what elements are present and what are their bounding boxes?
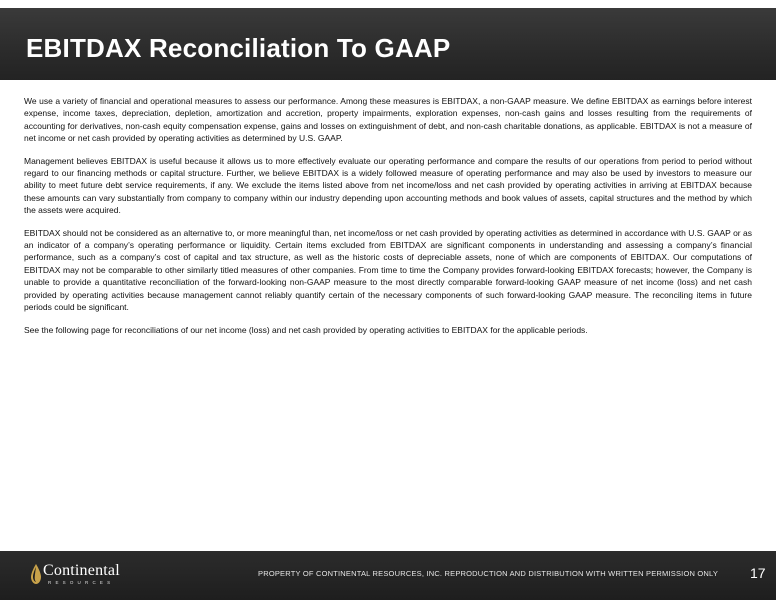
footer-bar [0, 551, 776, 600]
title-bar [0, 8, 776, 80]
body-text [24, 95, 752, 346]
oil-drop-icon [30, 563, 42, 585]
logo-subtitle: RESOURCES [48, 580, 115, 585]
paragraph-usefulness: Management believes EBITDAX is useful because it allows us to more effectively evaluate our operating performance and compare the results of our operations from period to period without regard to our financing methods or capital structure. Further, we believe EBITDAX is a widely followed measure of operating performance and may also be used by investors to measure our ability to meet future debt service requirements, if any. We exclude the items listed above from net income/loss and net cash provided by operating activities in arriving at EBITDAX because these amounts can vary substantially from company to company within our industry depending upon accounting methods and book values of assets, capital structures and the method by which the assets were acquired. [24, 155, 752, 216]
logo-wordmark: Continental [43, 562, 120, 579]
page-title: EBITDAX Reconciliation To GAAP [26, 33, 451, 63]
company-logo [30, 562, 130, 588]
copyright-notice: PROPERTY OF CONTINENTAL RESOURCES, INC. REPRODUCTION AND DISTRIBUTION WITH WRITTEN PERMISSION ONLY [258, 569, 719, 578]
paragraph-limitations: EBITDAX should not be considered as an alternative to, or more meaningful than, net income/loss or net cash provided by operating activities as determined in accordance with U.S. GAAP or as an indicator of a company’s operating performance or liquidity. Certain items excluded from EBITDAX are significant components in understanding and assessing a company’s financial performance, such as a company’s cost of capital and tax structure, as well as the historic costs of depreciable assets, none of which are components of EBITDAX. Our computations of EBITDAX may not be comparable to other similarly titled measures of other companies. From time to time the Company provides forward-looking EBITDAX forecasts; however, the Company is unable to provide a quantitative reconciliation of the forward-looking non-GAAP measure to the most directly comparable forward-looking GAAP measure of net income (loss) and net cash provided by operating activities because management cannot reliably quantify certain of the necessary components of such forward-looking GAAP measure. The reconciling items in future periods could be significant. [24, 227, 752, 313]
paragraph-definition: We use a variety of financial and operational measures to assess our performance. Among these measures is EBITDAX, a non-GAAP measure. We define EBITDAX as earnings before interest expense, income taxes, depreciation, depletion, amortization and accretion, property impairments, exploration expenses, non-cash gains and losses resulting from the requirements of accounting for derivatives, non-cash equity compensation expense, gains and losses on extinguishment of debt, and non-cash charitable donations, as applicable. EBITDAX is not a measure of net income or net cash provided by operating activities as determined by U.S. GAAP. [24, 96, 752, 144]
paragraph-see-following: See the following page for reconciliations of our net income (loss) and net cash provided by operating activities to EBITDAX for the applicable periods. [24, 324, 588, 335]
page-number: 17 [750, 565, 766, 581]
